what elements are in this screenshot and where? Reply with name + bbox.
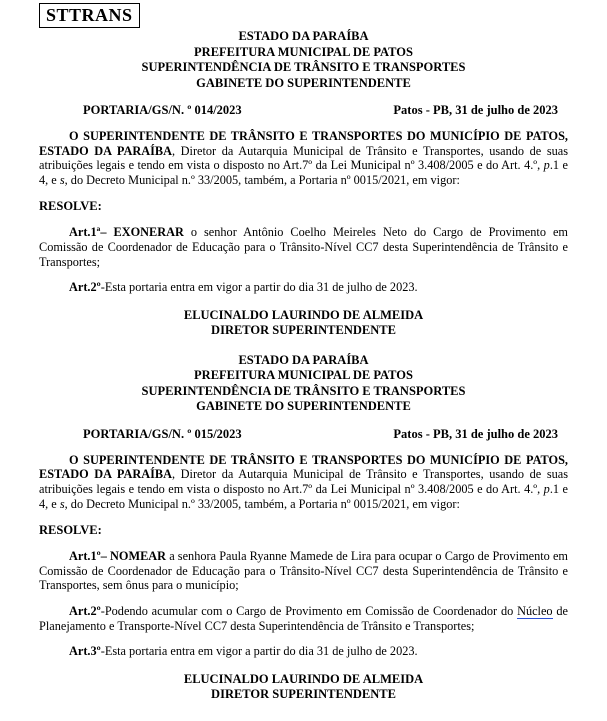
art3-2-text: -Esta portaria entra em vigor a partir do dia 31 de julho de 2023. [100,644,418,659]
header2-line1: ESTADO DA PARAÍBA [238,352,369,367]
article-2-portaria-015 [39,604,568,633]
preamble1-rest-c: , do Decreto Municipal n.º 33/2005, também, a Portaria nº 0015/2021, em vigor: [64,172,460,187]
portaria2-number: PORTARIA/GS/N. º 015/2023 [83,426,242,441]
signature1-name: ELUCINALDO LAURINDO DE ALMEIDA [183,307,424,322]
signature-block-1 [39,308,568,339]
preamble1-bold-lead: O SUPERINTENDENTE DE TRÂNSITO E TRANSPORTES DO MUNICÍPIO DE PATOS, ESTADO DA PARAÍBA [39,129,568,158]
art1-2-number: Art.1º [69,549,101,564]
header1-line2: PREFEITURA MUNICIPAL DE PATOS [194,44,413,59]
preamble2-italic-1: p [543,481,550,496]
article-3-portaria-015 [39,644,568,659]
header1-line3: SUPERINTENDÊNCIA DE TRÂNSITO E TRANSPORTES [141,60,466,74]
header2-line2: PREFEITURA MUNICIPAL DE PATOS [194,368,413,383]
preamble2-bold-lead: O SUPERINTENDENTE DE TRÂNSITO E TRANSPORTES DO MUNICÍPIO DE PATOS, ESTADO DA PARAÍBA [39,452,568,482]
preamble1-italic-1: p [543,158,550,173]
header2-line3: SUPERINTENDÊNCIA DE TRÂNSITO E TRANSPORTES [141,383,466,398]
nucleo-link[interactable]: Núcleo [517,603,553,618]
art1-1-dash: – [100,225,114,240]
art2-2-text-a: -Podendo acumular com o Cargo de Provimento em Comissão de Coordenador do [100,603,518,618]
preamble2-rest-c: , do Decreto Municipal n.º 33/2005, também, a Portaria nº 0015/2021, em vigor: [64,496,460,511]
preamble2 [39,453,568,511]
portaria2-place-date: Patos - PB, 31 de julho de 2023 [393,426,558,441]
preamble1-rest-a: , Diretor da Autarquia Municipal de Trânsito e Transportes, usando de suas atribuições legais e tendo em vista o disposto no Art.7º da Lei Municipal nº 3.408/2005 e do Art. 4.º, [39,143,568,173]
header-block-2 [39,353,568,415]
signature-block-2 [39,672,568,703]
portaria2-row [39,427,568,442]
preamble2-rest-a: , Diretor da Autarquia Municipal de Trânsito e Transportes, usando de suas atribuições legais e tendo em vista o disposto no Art.7º da Lei Municipal nº 3.408/2005 e do Art. 4.º, [39,467,568,496]
document-body [39,29,568,703]
resolve-label-2: RESOLVE: [39,523,102,538]
art2-1-number: Art.2º [69,280,101,295]
preamble1-rest-b: .1 e 4, e [39,158,568,187]
signature1-role: DIRETOR SUPERINTENDENTE [211,323,396,338]
signature2-role: DIRETOR SUPERINTENDENTE [211,687,396,702]
art1-2-dash: – [100,549,111,564]
art1-2-text: a senhora Paula Ryanne Mamede de Lira para ocupar o Cargo de Provimento em Comissão de Coordenador de Educação para o Trânsito-Nível CC7 desta Superintendência de Trânsito e Transportes, sem ônus para o município; [39,549,568,593]
art1-1-verb: EXONERAR [113,225,184,240]
header-block-1 [39,29,568,91]
article-2-portaria-014 [39,280,568,295]
portaria1-place-date: Patos - PB, 31 de julho de 2023 [393,103,558,117]
sttrans-logo-text: STTRANS [46,5,133,25]
art2-1-text: -Esta portaria entra em vigor a partir do dia 31 de julho de 2023. [100,280,418,295]
resolve-label-1: RESOLVE: [39,199,102,214]
article-1-portaria-015 [39,549,568,593]
header2-line4: GABINETE DO SUPERINTENDENTE [196,399,411,414]
art1-1-text: o senhor Antônio Coelho Meireles Neto do Cargo de Provimento em Comissão de Coordenador de Educação para o Trânsito-Nível CC7 desta Superintendência de Trânsito e Transportes; [39,225,568,269]
portaria1-number: PORTARIA/GS/N. º 014/2023 [83,103,242,117]
preamble1-italic-2: s [59,172,65,187]
preamble2-italic-2: s [59,496,65,511]
portaria1-row [39,103,568,118]
sttrans-logo [39,3,140,28]
art3-2-number: Art.3º [69,644,101,659]
header1-line4: GABINETE DO SUPERINTENDENTE [196,75,411,90]
art1-1-number: Art.1ª [69,225,101,240]
header1-line1: ESTADO DA PARAÍBA [238,29,369,43]
article-1-portaria-014 [39,225,568,269]
preamble1 [39,129,568,187]
signature2-name: ELUCINALDO LAURINDO DE ALMEIDA [183,671,424,686]
art2-2-number: Art.2º [69,603,101,618]
art2-2-text-b: de Planejamento e Transporte-Nível CC7 desta Superintendência de Trânsito e Transportes; [39,603,568,633]
art1-2-verb: NOMEAR [110,549,167,564]
preamble2-rest-b: .1 e 4, e [39,481,568,511]
